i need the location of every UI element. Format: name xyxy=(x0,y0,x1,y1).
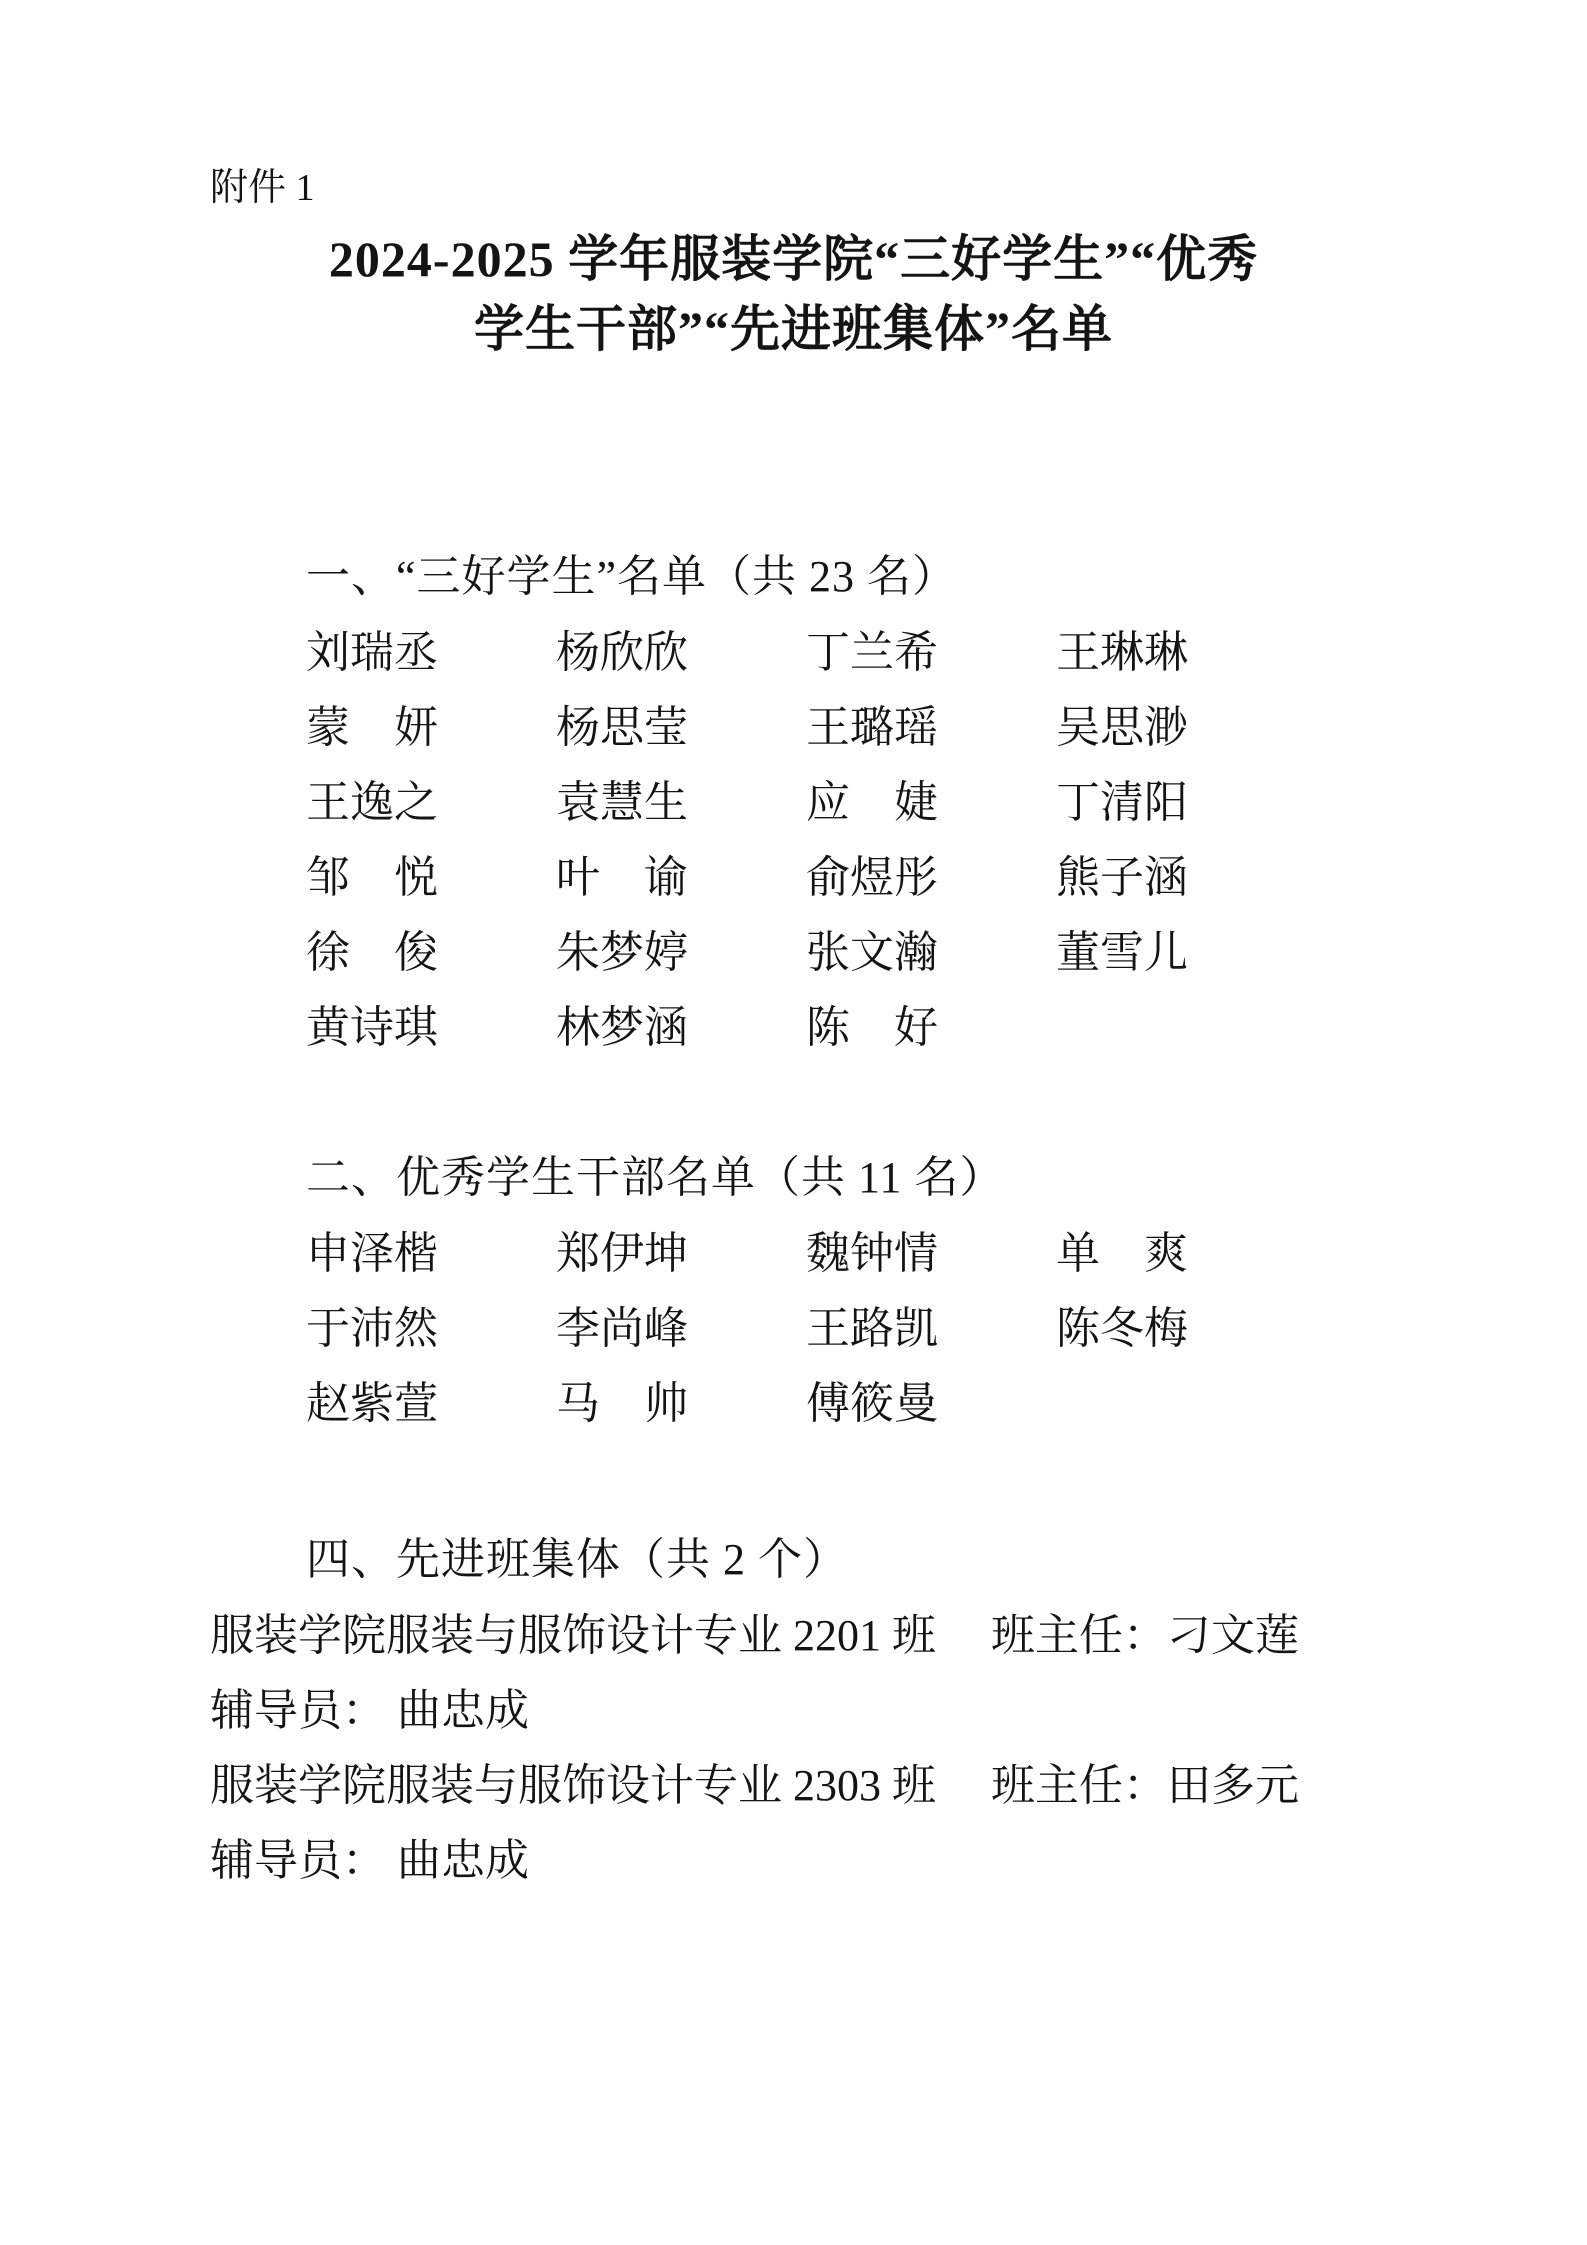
student-name: 俞煜彤 xyxy=(806,853,938,902)
section-heading: 四、先进班集体（共 2 个） xyxy=(306,1535,848,1584)
student-name: 申泽楷 xyxy=(306,1229,438,1278)
student-name: 熊子涵 xyxy=(1056,853,1188,902)
student-name-row xyxy=(210,930,1377,976)
student-name: 吴思渺 xyxy=(1056,703,1188,752)
student-name: 王逸之 xyxy=(306,778,438,827)
student-name: 王路凯 xyxy=(806,1304,938,1353)
student-name: 袁慧生 xyxy=(556,778,688,827)
student-name: 傅筱曼 xyxy=(806,1379,938,1428)
student-name: 杨思莹 xyxy=(556,703,688,752)
student-name: 叶 谕 xyxy=(556,853,688,902)
student-name: 林梦涵 xyxy=(556,1003,688,1052)
student-name: 蒙 妍 xyxy=(306,703,438,752)
student-name: 朱梦婷 xyxy=(556,928,688,977)
student-name: 王璐瑶 xyxy=(806,703,938,752)
student-name-row xyxy=(210,1005,1377,1051)
student-name: 徐 俊 xyxy=(306,928,438,977)
student-name: 赵紫萱 xyxy=(306,1379,438,1428)
student-name: 黄诗琪 xyxy=(306,1003,438,1052)
class-info-line: 服装学院服装与服饰设计专业 2303 班 班主任：田多元 xyxy=(210,1761,1299,1810)
document-title xyxy=(210,224,1377,364)
student-name-row xyxy=(210,855,1377,901)
student-name: 魏钟情 xyxy=(806,1229,938,1278)
student-name: 杨欣欣 xyxy=(556,628,688,677)
student-name-row xyxy=(210,780,1377,826)
student-name: 张文瀚 xyxy=(806,928,938,977)
student-name-row xyxy=(210,705,1377,751)
attachment-label: 附件 1 xyxy=(210,167,315,209)
section-three-good-students xyxy=(210,554,1377,1051)
student-name-row xyxy=(210,1306,1377,1352)
student-name: 于沛然 xyxy=(306,1304,438,1353)
counselor-line: 辅导员： 曲忠成 xyxy=(210,1686,529,1735)
student-name: 陈 好 xyxy=(806,1003,938,1052)
student-name: 邹 悦 xyxy=(306,853,438,902)
section-advanced-classes xyxy=(210,1537,1377,1884)
student-name: 郑伊坤 xyxy=(556,1229,688,1278)
student-name-row xyxy=(210,1381,1377,1427)
student-name: 单 爽 xyxy=(1056,1229,1188,1278)
student-name: 丁兰希 xyxy=(806,628,938,677)
student-name: 李尚峰 xyxy=(556,1304,688,1353)
section-heading: 一、“三好学生”名单（共 23 名） xyxy=(306,552,958,601)
counselor-line: 辅导员： 曲忠成 xyxy=(210,1836,529,1885)
section-excellent-cadres xyxy=(210,1155,1377,1427)
class-info-line: 服装学院服装与服饰设计专业 2201 班 班主任：刁文莲 xyxy=(210,1611,1299,1660)
student-name: 马 帅 xyxy=(556,1379,688,1428)
student-name: 陈冬梅 xyxy=(1056,1304,1188,1353)
student-name: 董雪儿 xyxy=(1056,928,1188,977)
student-name: 丁清阳 xyxy=(1056,778,1188,827)
student-name-row xyxy=(210,630,1377,676)
student-name: 应 婕 xyxy=(806,778,938,827)
student-name-row xyxy=(210,1231,1377,1277)
section-heading: 二、优秀学生干部名单（共 11 名） xyxy=(306,1153,1005,1202)
student-name: 刘瑞丞 xyxy=(306,628,438,677)
document-title-line2: 学生干部”“先进班集体”名单 xyxy=(474,301,1113,357)
student-name: 王琳琳 xyxy=(1056,628,1188,677)
document-title-line1: 2024-2025 学年服装学院“三好学生”“优秀 xyxy=(328,231,1259,287)
